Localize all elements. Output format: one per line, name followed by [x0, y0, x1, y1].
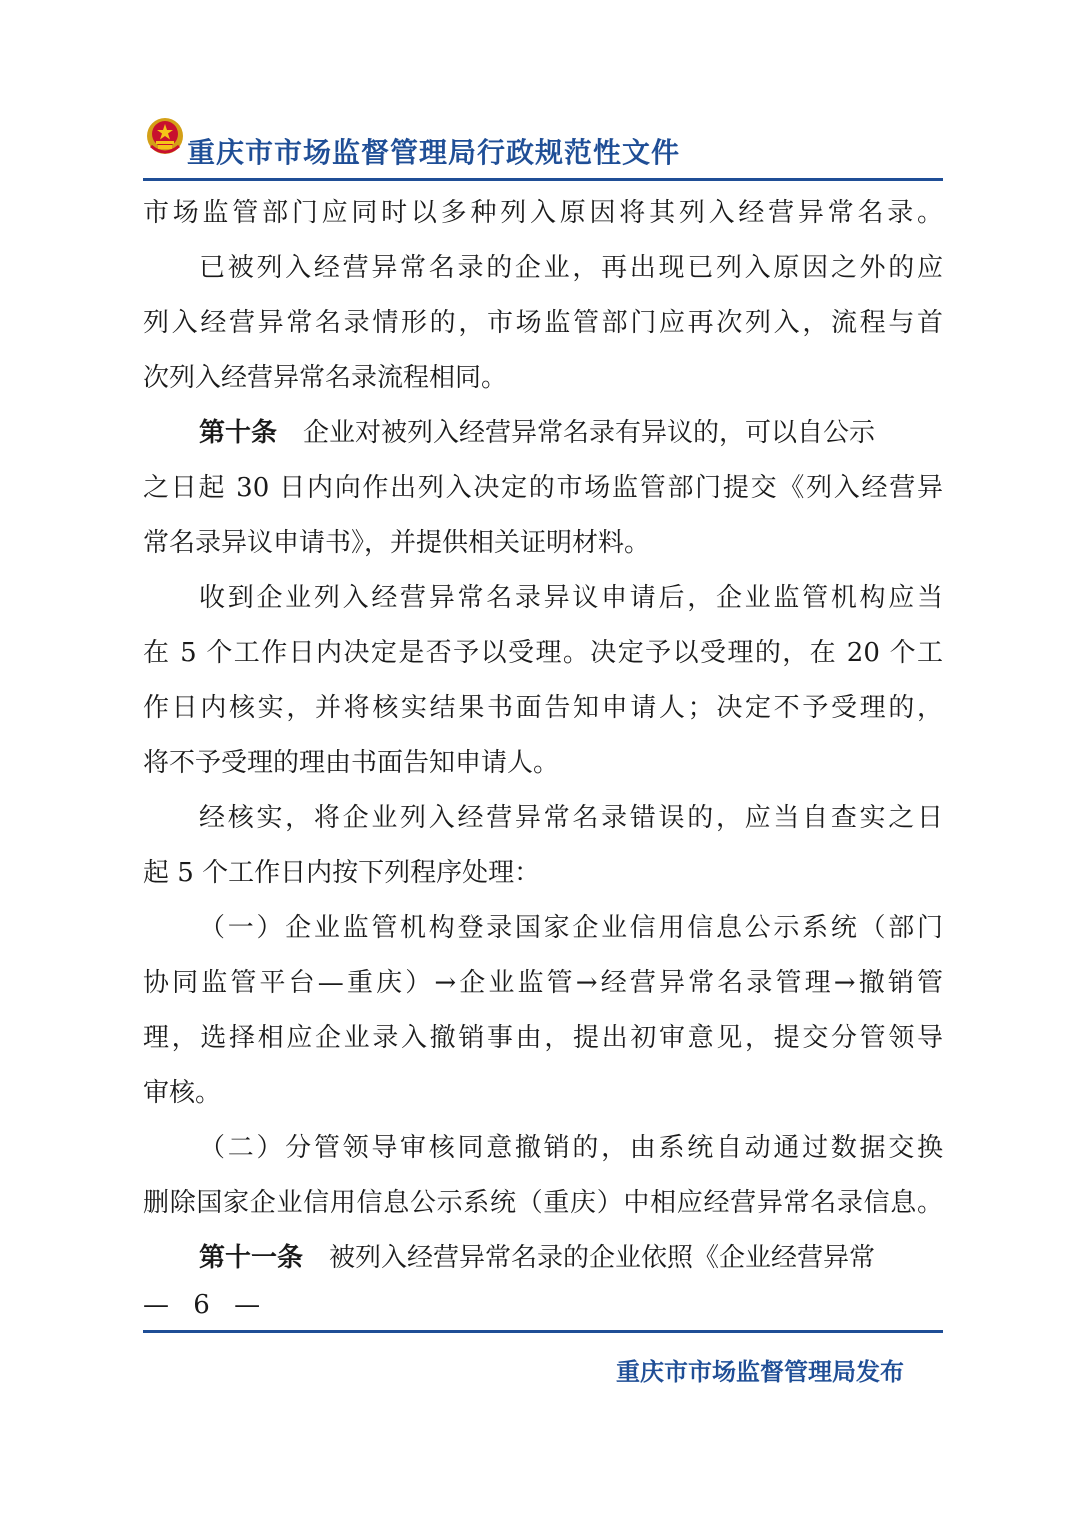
article-11-label: 第十一条 [199, 1243, 304, 1273]
page-number: — 6 — [143, 1290, 269, 1320]
body-line: （一）企业监管机构登录国家企业信用信息公示系统（部门 [199, 913, 943, 943]
body-line: 作日内核实，并将核实结果书面告知申请人；决定不予受理的， [143, 693, 943, 723]
article-11-first-line [143, 1231, 943, 1286]
body-line: 在 5 个工作日内决定是否予以受理。决定予以受理的，在 20 个工 [143, 638, 943, 668]
document-header [143, 114, 943, 180]
article-10-label: 第十条 [199, 418, 278, 448]
body-line: 删除国家企业信用信息公示系统（重庆）中相应经营异常名录信息。 [143, 1188, 943, 1218]
body-line: 理，选择相应企业录入撤销事由，提出初审意见，提交分管领导 [143, 1023, 943, 1053]
body-line: 已被列入经营异常名录的企业，再出现已列入原因之外的应 [199, 253, 943, 283]
body-line: 之日起 30 日内向作出列入决定的市场监管部门提交《列入经营异 [143, 473, 943, 503]
document-body [143, 186, 943, 1286]
header-title: 重庆市市场监督管理局行政规范性文件 [187, 136, 681, 169]
footer-divider [143, 1330, 943, 1333]
body-line: 协同监管平台—重庆）→企业监管→经营异常名录管理→撤销管 [143, 968, 943, 998]
body-line: 市场监管部门应同时以多种列入原因将其列入经营异常名录。 [143, 198, 943, 228]
body-line: 起 5 个工作日内按下列程序处理： [143, 858, 541, 888]
national-emblem-icon [145, 116, 185, 156]
article-11-text: 被列入经营异常名录的企业依照《企业经营异常 [329, 1243, 876, 1273]
publisher-label: 重庆市市场监督管理局发布 [616, 1358, 904, 1386]
body-line: 常名录异议申请书》，并提供相关证明材料。 [143, 528, 651, 558]
article-10-first-line [143, 406, 943, 461]
body-line: 收到企业列入经营异常名录异议申请后，企业监管机构应当 [199, 583, 943, 613]
body-line: （二）分管领导审核同意撤销的，由系统自动通过数据交换 [199, 1133, 943, 1163]
body-line: 经核实，将企业列入经营异常名录错误的，应当自查实之日 [199, 803, 943, 833]
body-line: 次列入经营异常名录流程相同。 [143, 363, 508, 393]
article-10-text: 企业对被列入经营异常名录有异议的，可以自公示 [303, 418, 876, 448]
header-divider [143, 178, 943, 181]
body-line: 审核。 [143, 1078, 222, 1108]
body-line: 列入经营异常名录情形的，市场监管部门应再次列入，流程与首 [143, 308, 943, 338]
body-line: 将不予受理的理由书面告知申请人。 [143, 748, 560, 778]
